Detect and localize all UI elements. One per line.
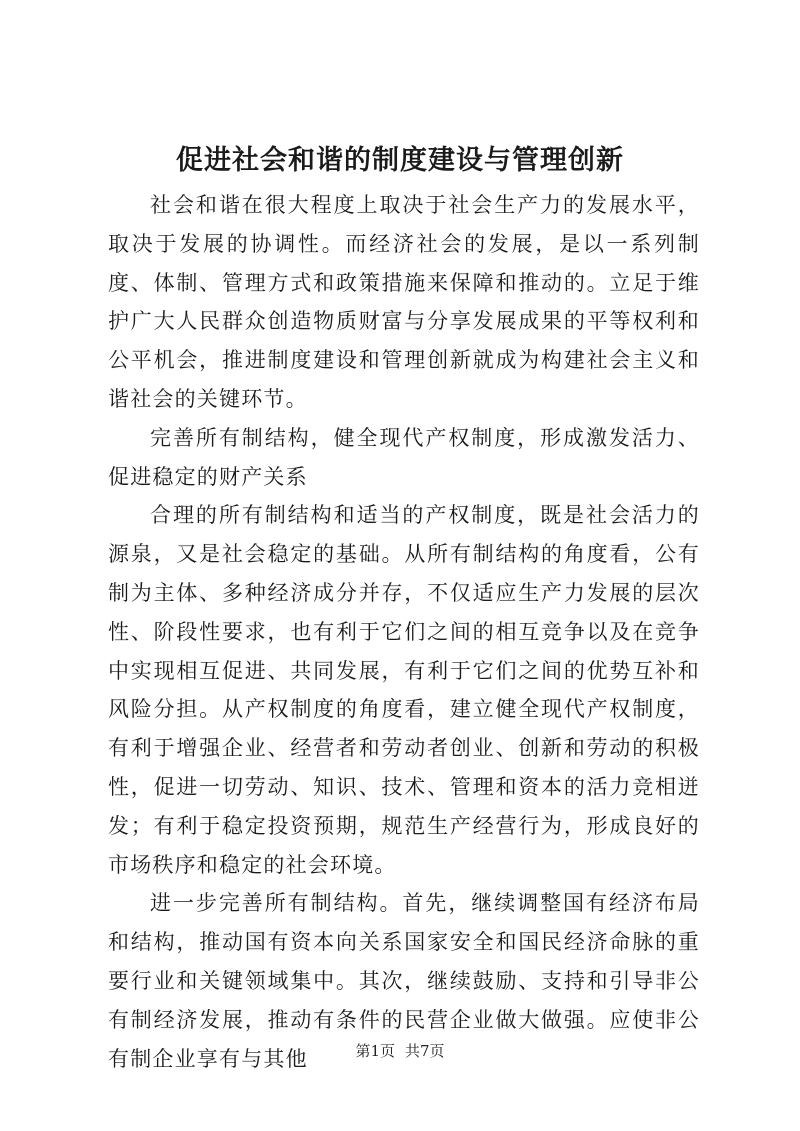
paragraph-ownership: 合理的所有制结构和适当的产权制度，既是社会活力的源泉，又是社会稳定的基础。从所有制结构的角度看，公有制为主体、多种经济成分并存，不仅适应生产力发展的层次性、阶段性要求，也有利于它们之间的相互竞争以及在竞争中实现相互促进、共同发展，有利于它们之间的优势互补和风险分担。从产权制度的角度看，建立健全现代产权制度，有利于增强企业、经营者和劳动者创业、创新和劳动的积极性，促进一切劳动、知识、技术、管理和资本的活力竞相迸发；有利于稳定投资预期，规范生产经营行为，形成良好的市场秩序和稳定的社会环境。 [108, 503, 700, 877]
document-title: 促进社会和谐的制度建设与管理创新 [176, 145, 624, 176]
section-heading: 完善所有制结构，健全现代产权制度，形成激发活力、促进稳定的财产关系 [108, 425, 700, 489]
paragraph-improve: 进一步完善所有制结构。首先，继续调整国有经济布局和结构，推动国有资本向关系国家安全和国民经济命脉的重要行业和关键领域集中。其次，继续鼓励、支持和引导非公有制经济发展，推动有条件的民营企业做大做强。应使非公有制企业享有与其他 [108, 891, 700, 1071]
page-number-total: 共7页 [405, 1042, 445, 1060]
document-body [108, 186, 700, 1078]
page-number-current: 第1页 [355, 1042, 395, 1060]
page-footer [0, 1041, 800, 1061]
paragraph-intro: 社会和谐在很大程度上取决于社会生产力的发展水平，取决于发展的协调性。而经济社会的发展，是以一系列制度、体制、管理方式和政策措施来保障和推动的。立足于维护广大人民群众创造物质财富与分享发展成果的平等权利和公平机会，推进制度建设和管理创新就成为构建社会主义和谐社会的关键环节。 [108, 193, 700, 411]
